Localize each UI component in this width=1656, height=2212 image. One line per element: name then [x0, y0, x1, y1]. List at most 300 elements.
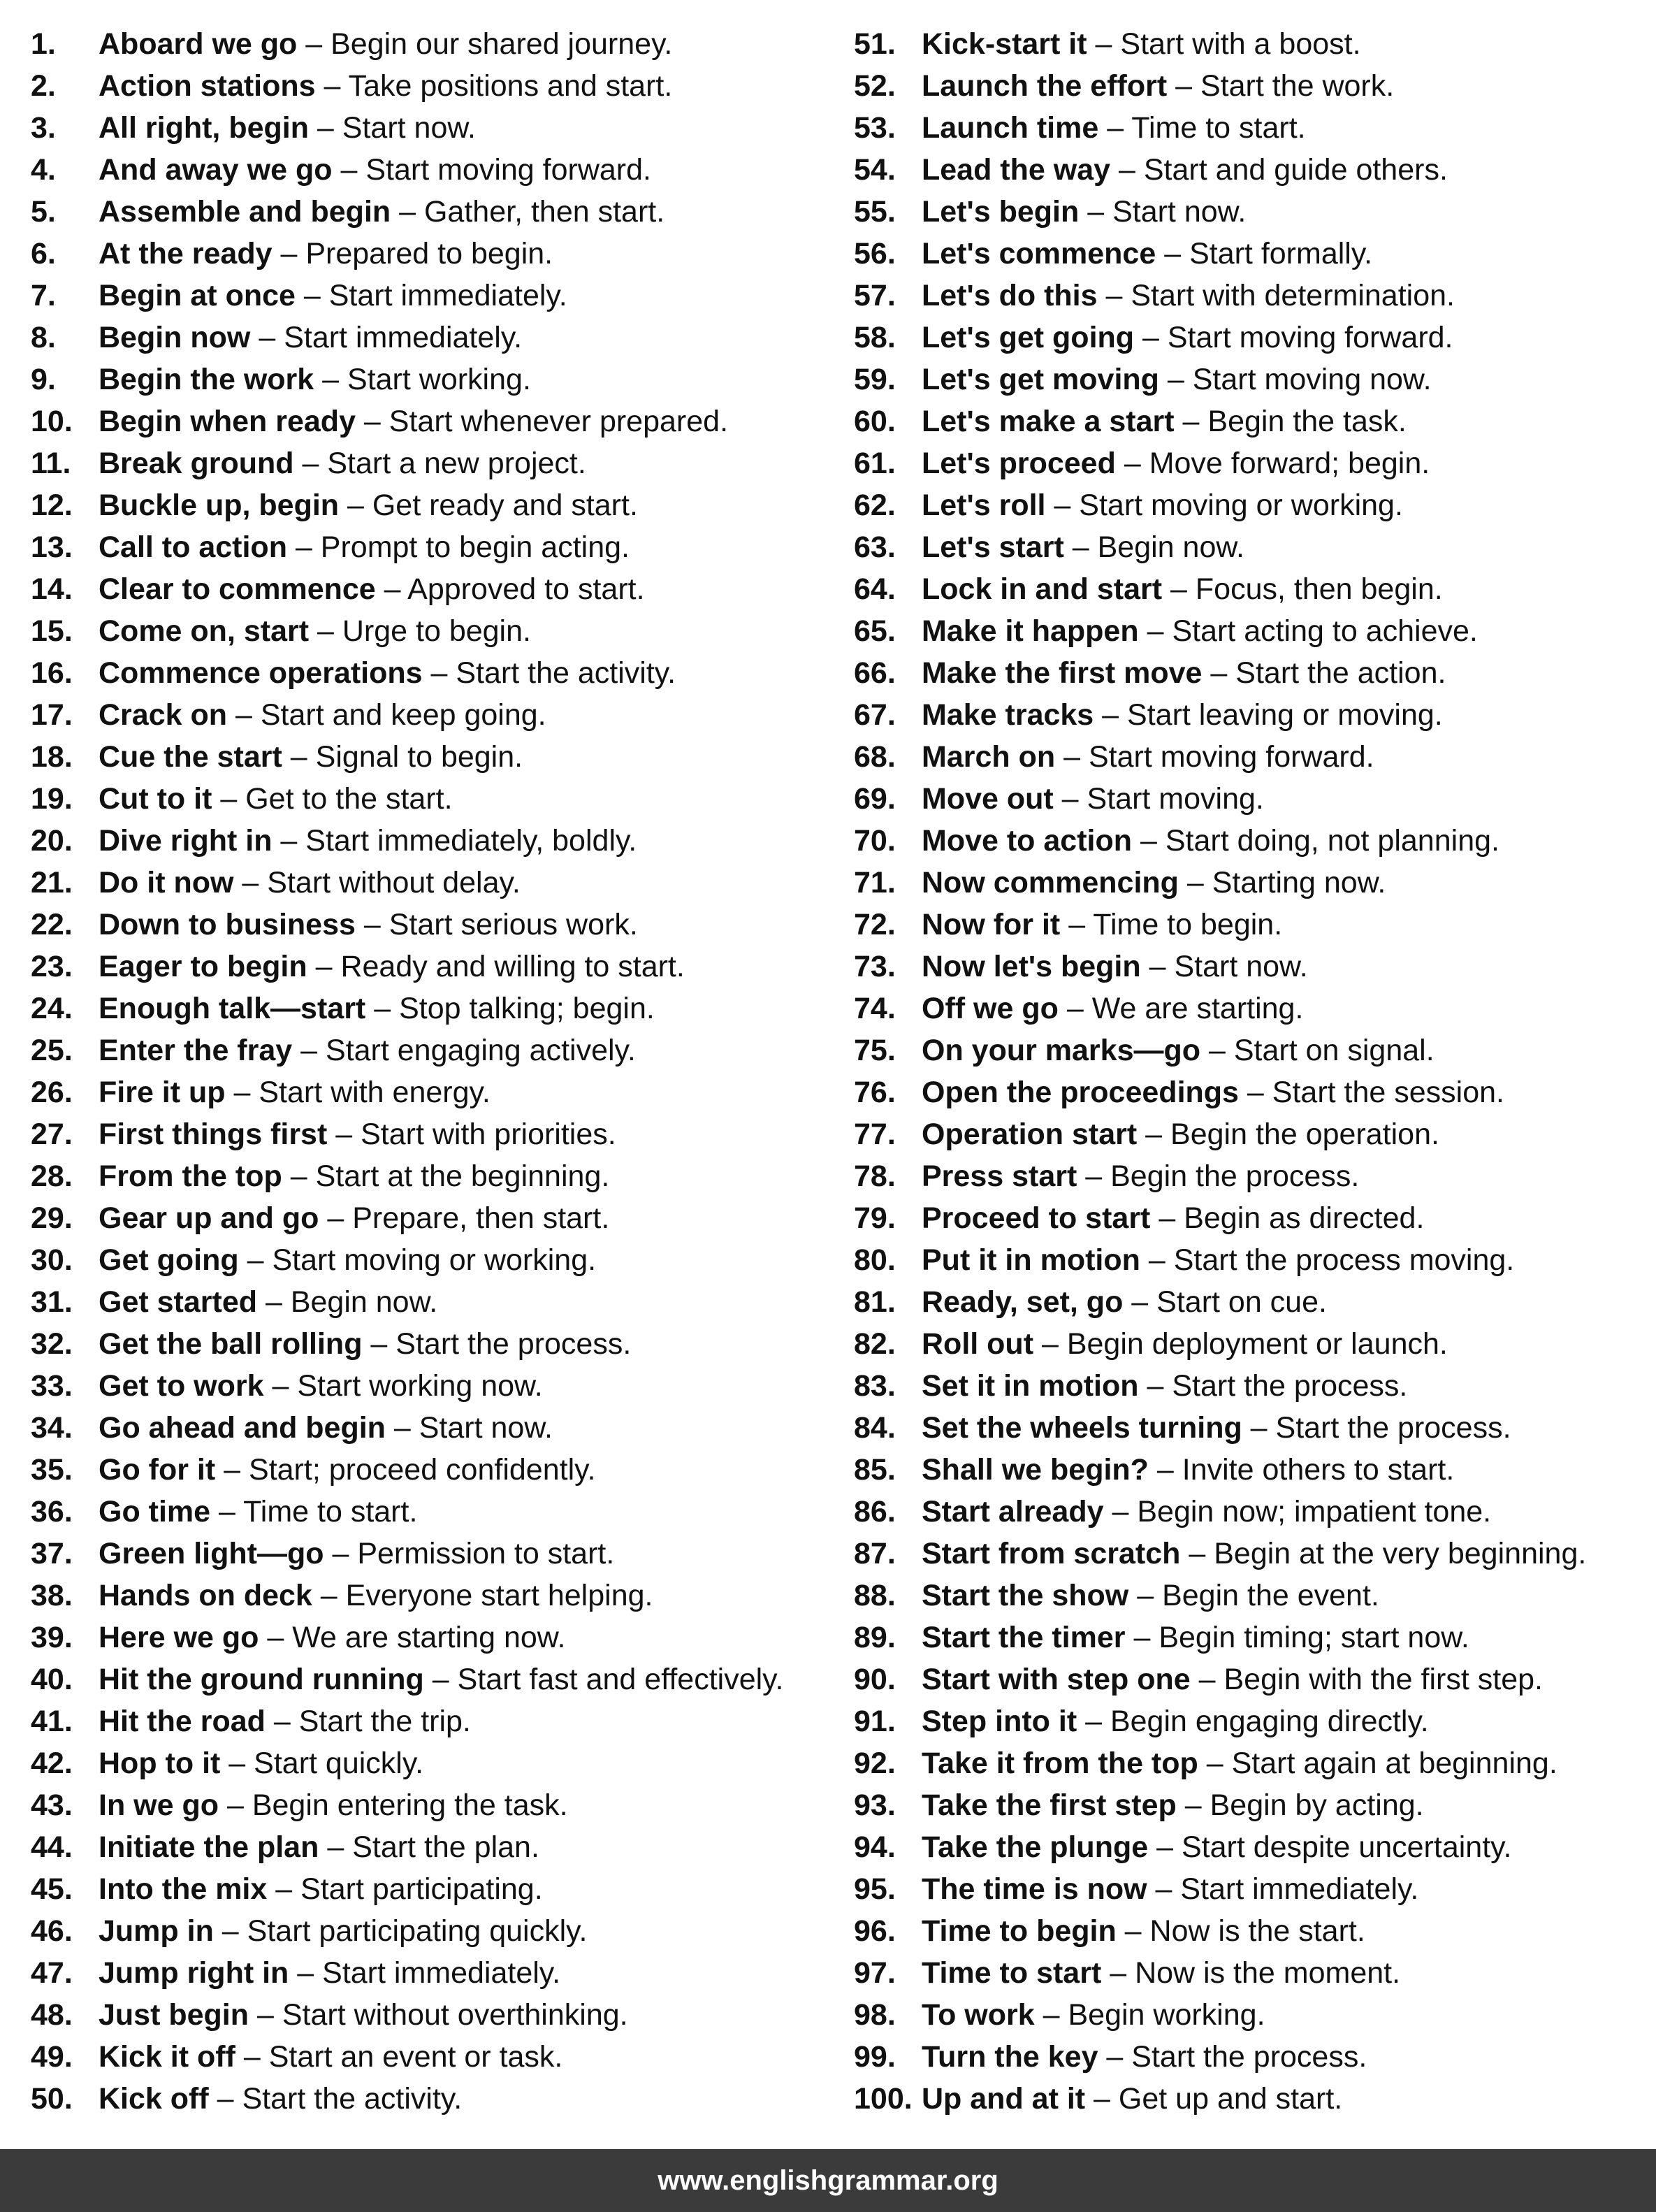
item-number: 18. — [31, 740, 73, 774]
item-text — [99, 1197, 609, 1239]
item-phrase: Roll out — [922, 1327, 1034, 1361]
item-phrase: Call to action — [99, 530, 287, 564]
item-number: 46. — [31, 1914, 73, 1948]
item-phrase: Now for it — [922, 908, 1061, 941]
item-text — [922, 1407, 1511, 1449]
item-meaning: Start moving forward. — [365, 153, 651, 187]
item-number: 75. — [854, 1034, 896, 1067]
item-meaning: Start the trip. — [298, 1705, 471, 1738]
item-meaning: Start formally. — [1189, 237, 1373, 270]
item-phrase: Step into it — [922, 1705, 1077, 1738]
item-text — [922, 1700, 1429, 1742]
item-text — [99, 988, 655, 1029]
item-text — [922, 1868, 1418, 1910]
item-phrase: Go time — [99, 1495, 211, 1528]
item-number: 65. — [854, 614, 896, 648]
item-meaning: Time to start. — [243, 1495, 418, 1528]
item-text — [99, 275, 567, 317]
item-phrase: Put it in motion — [922, 1243, 1140, 1277]
item-meaning: Start the process. — [1275, 1411, 1511, 1445]
item-dash: – — [1123, 1285, 1157, 1319]
item-dash: – — [1198, 1747, 1232, 1780]
item-dash: – — [267, 1872, 301, 1906]
item-dash: – — [1238, 1076, 1272, 1109]
item-meaning: Start serious work. — [388, 908, 638, 941]
item-phrase: Eager to begin — [99, 950, 307, 983]
item-dash: – — [213, 1914, 247, 1948]
item-phrase: Fire it up — [99, 1076, 226, 1109]
item-meaning: Start the session. — [1272, 1076, 1505, 1109]
item-text — [99, 1029, 636, 1071]
item-meaning: Start moving now. — [1192, 363, 1432, 396]
item-text — [922, 820, 1499, 862]
item-meaning: Start working. — [347, 363, 531, 396]
item-number: 30. — [31, 1243, 73, 1277]
item-dash: – — [297, 27, 331, 61]
item-dash: – — [1180, 1537, 1214, 1570]
item-number: 50. — [31, 2082, 73, 2116]
item-number: 54. — [854, 153, 896, 187]
item-number: 84. — [854, 1411, 896, 1445]
item-meaning: Start at the beginning. — [315, 1159, 610, 1193]
item-meaning: Start immediately. — [328, 279, 567, 312]
item-text — [99, 1239, 596, 1281]
item-number: 49. — [31, 2040, 73, 2074]
item-dash: – — [355, 405, 389, 438]
item-meaning: Start now. — [342, 111, 477, 145]
item-phrase: Come on, start — [99, 614, 310, 648]
item-dash: – — [282, 1159, 316, 1193]
item-number: 20. — [31, 824, 73, 858]
item-text — [922, 317, 1453, 359]
item-phrase: Take the plunge — [922, 1830, 1149, 1864]
item-dash: – — [375, 572, 408, 606]
item-number: 73. — [854, 950, 896, 983]
item-meaning: Begin now; impatient tone. — [1137, 1495, 1492, 1528]
item-dash: – — [1116, 1914, 1150, 1948]
item-meaning: Time to start. — [1131, 111, 1306, 145]
item-phrase: From the top — [99, 1159, 282, 1193]
item-dash: – — [1138, 614, 1172, 648]
item-number: 17. — [31, 698, 73, 732]
item-text — [922, 568, 1443, 610]
item-dash: – — [233, 866, 268, 899]
item-meaning: Start despite uncertainty. — [1181, 1830, 1512, 1864]
item-dash: – — [307, 950, 341, 983]
item-text — [922, 442, 1430, 484]
item-meaning: Start working now. — [297, 1369, 543, 1403]
item-phrase: To work — [922, 1998, 1035, 2032]
item-phrase: Let's roll — [922, 489, 1046, 522]
item-text — [99, 1742, 423, 1784]
item-meaning: Start immediately. — [322, 1956, 561, 1990]
item-text — [922, 1197, 1424, 1239]
item-text — [99, 736, 523, 778]
item-phrase: Shall we begin? — [922, 1453, 1149, 1487]
item-text — [922, 988, 1303, 1029]
item-text — [922, 1784, 1424, 1826]
item-number: 55. — [854, 195, 896, 229]
item-dash: – — [314, 363, 348, 396]
item-meaning: Everyone start helping. — [345, 1579, 653, 1612]
item-phrase: Set it in motion — [922, 1369, 1139, 1403]
item-text — [99, 1407, 553, 1449]
item-number: 71. — [854, 866, 896, 899]
item-phrase: Let's proceed — [922, 447, 1116, 480]
item-number: 26. — [31, 1076, 73, 1109]
item-meaning: Stop talking; begin. — [399, 992, 655, 1025]
item-phrase: Proceed to start — [922, 1201, 1151, 1235]
item-phrase: Let's start — [922, 530, 1064, 564]
item-number: 77. — [854, 1118, 896, 1151]
item-dash: – — [1162, 572, 1196, 606]
item-meaning: Begin the event. — [1162, 1579, 1379, 1612]
item-dash: – — [1053, 782, 1087, 816]
item-number: 3. — [31, 111, 56, 145]
item-dash: – — [1147, 1872, 1181, 1906]
item-number: 13. — [31, 530, 73, 564]
item-text — [99, 652, 676, 694]
item-meaning: Focus, then begin. — [1195, 572, 1443, 606]
item-text — [922, 359, 1432, 400]
item-phrase: Begin now — [99, 321, 251, 354]
item-meaning: Start a new project. — [327, 447, 586, 480]
item-number: 33. — [31, 1369, 73, 1403]
item-number: 32. — [31, 1327, 73, 1361]
item-dash: – — [1110, 153, 1144, 187]
item-dash: – — [1087, 27, 1121, 61]
item-dash: – — [1148, 1453, 1182, 1487]
item-number: 58. — [854, 321, 896, 354]
item-text — [99, 1952, 560, 1994]
item-dash: – — [422, 656, 456, 690]
item-meaning: Start whenever prepared. — [388, 405, 729, 438]
item-text — [922, 1029, 1435, 1071]
item-dash: – — [339, 489, 372, 522]
item-text — [922, 1491, 1491, 1533]
item-dash: – — [1140, 950, 1175, 983]
item-number: 60. — [854, 405, 896, 438]
item-number: 10. — [31, 405, 73, 438]
item-meaning: Start moving or working. — [272, 1243, 597, 1277]
item-phrase: Begin the work — [99, 363, 314, 396]
item-text — [922, 1155, 1359, 1197]
item-number: 40. — [31, 1663, 73, 1696]
item-number: 87. — [854, 1537, 896, 1570]
item-meaning: Start immediately. — [1180, 1872, 1419, 1906]
item-text — [922, 1910, 1365, 1952]
item-number: 28. — [31, 1159, 73, 1193]
item-phrase: Off we go — [922, 992, 1059, 1025]
item-number: 67. — [854, 698, 896, 732]
item-number: 93. — [854, 1788, 896, 1822]
item-text — [99, 359, 531, 400]
item-number: 8. — [31, 321, 56, 354]
item-meaning: Begin engaging directly. — [1110, 1705, 1429, 1738]
item-number: 1. — [31, 27, 56, 61]
item-phrase: Go for it — [99, 1453, 216, 1487]
item-phrase: Green light—go — [99, 1537, 324, 1570]
item-meaning: Begin the process. — [1110, 1159, 1360, 1193]
item-dash: – — [286, 530, 321, 564]
item-meaning: Start with priorities. — [361, 1118, 616, 1151]
item-meaning: Start fast and effectively. — [457, 1663, 784, 1696]
item-meaning: Move forward; begin. — [1149, 447, 1430, 480]
item-phrase: Enter the fray — [99, 1034, 293, 1067]
item-phrase: First things first — [99, 1118, 328, 1151]
item-dash: – — [249, 1998, 282, 2032]
item-dash: – — [1134, 321, 1168, 354]
item-meaning: Start the process. — [1131, 2040, 1367, 2074]
item-number: 68. — [854, 740, 896, 774]
item-text — [922, 1826, 1511, 1868]
item-meaning: Start now. — [1112, 195, 1247, 229]
item-number: 69. — [854, 782, 896, 816]
item-phrase: Hands on deck — [99, 1579, 312, 1612]
item-number: 97. — [854, 1956, 896, 1990]
item-phrase: Action stations — [99, 69, 316, 103]
item-text — [922, 946, 1308, 988]
item-dash: – — [1174, 405, 1208, 438]
item-dash: – — [1063, 530, 1098, 564]
item-text — [922, 107, 1306, 149]
item-dash: – — [257, 1285, 291, 1319]
item-text — [922, 862, 1386, 904]
item-dash: – — [1138, 1369, 1172, 1403]
item-text — [99, 1323, 631, 1365]
item-phrase: Enough talk—start — [99, 992, 366, 1025]
item-dash: – — [259, 1621, 293, 1654]
item-meaning: Begin our shared journey. — [331, 27, 673, 61]
item-meaning: Permission to start. — [357, 1537, 615, 1570]
item-phrase: Let's begin — [922, 195, 1080, 229]
item-meaning: Begin now. — [290, 1285, 438, 1319]
item-phrase: Start already — [922, 1495, 1104, 1528]
item-text — [922, 1071, 1504, 1113]
item-meaning: Start the plan. — [352, 1830, 539, 1864]
item-dash: – — [210, 1495, 244, 1528]
item-phrase: Jump right in — [99, 1956, 289, 1990]
item-phrase: Go ahead and begin — [99, 1411, 386, 1445]
item-number: 61. — [854, 447, 896, 480]
item-text — [99, 820, 637, 862]
item-text — [99, 526, 630, 568]
item-dash: – — [309, 614, 342, 648]
footer-website-url[interactable]: www.englishgrammar.org — [658, 2165, 998, 2196]
item-dash: – — [1085, 2082, 1119, 2116]
item-meaning: Start the process. — [395, 1327, 632, 1361]
item-meaning: Start again at beginning. — [1231, 1747, 1557, 1780]
item-number: 45. — [31, 1872, 73, 1906]
item-number: 42. — [31, 1747, 73, 1780]
item-meaning: Start the activity. — [242, 2082, 463, 2116]
item-dash: – — [1098, 2040, 1132, 2074]
item-meaning: Start the activity. — [456, 656, 676, 690]
item-phrase: Get the ball rolling — [99, 1327, 363, 1361]
item-text — [99, 1994, 628, 2036]
item-number: 36. — [31, 1495, 73, 1528]
item-text — [922, 1617, 1469, 1658]
item-phrase: Aboard we go — [99, 27, 298, 61]
item-phrase: March on — [922, 740, 1056, 774]
item-meaning: Start with a boost. — [1120, 27, 1361, 61]
item-number: 37. — [31, 1537, 73, 1570]
item-phrase: Assemble and begin — [99, 195, 391, 229]
item-text — [922, 652, 1446, 694]
item-phrase: Kick it off — [99, 2040, 235, 2074]
item-phrase: Commence operations — [99, 656, 423, 690]
item-dash: – — [355, 908, 389, 941]
item-text — [922, 65, 1394, 107]
item-phrase: Jump in — [99, 1914, 214, 1948]
item-dash: – — [250, 321, 284, 354]
item-meaning: Begin working. — [1068, 1998, 1265, 2032]
item-text — [99, 400, 728, 442]
item-meaning: Start immediately, boldly. — [305, 824, 637, 858]
item-dash: – — [319, 1201, 353, 1235]
item-dash: – — [293, 447, 328, 480]
item-phrase: Get started — [99, 1285, 258, 1319]
item-phrase: Down to business — [99, 908, 356, 941]
item-phrase: Up and at it — [922, 2082, 1086, 2116]
item-meaning: Begin at the very beginning. — [1214, 1537, 1587, 1570]
item-number: 82. — [854, 1327, 896, 1361]
item-meaning: Start the process moving. — [1173, 1243, 1515, 1277]
item-phrase: Press start — [922, 1159, 1077, 1193]
item-dash: – — [308, 111, 342, 145]
item-phrase: Start with step one — [922, 1663, 1191, 1696]
item-number: 44. — [31, 1830, 73, 1864]
item-dash: – — [235, 2040, 269, 2074]
item-number: 94. — [854, 1830, 896, 1864]
item-meaning: Start an event or task. — [268, 2040, 563, 2074]
item-phrase: All right, begin — [99, 111, 309, 145]
item-text — [922, 484, 1403, 526]
item-phrase: In we go — [99, 1788, 219, 1822]
item-meaning: Start; proceed confidently. — [249, 1453, 596, 1487]
item-number: 48. — [31, 1998, 73, 2032]
item-number: 72. — [854, 908, 896, 941]
item-number: 19. — [31, 782, 73, 816]
item-number: 70. — [854, 824, 896, 858]
item-number: 2. — [31, 69, 56, 103]
item-phrase: Here we go — [99, 1621, 259, 1654]
item-number: 80. — [854, 1243, 896, 1277]
item-number: 86. — [854, 1495, 896, 1528]
item-dash: – — [1242, 1411, 1276, 1445]
item-text — [99, 1281, 437, 1323]
item-number: 74. — [854, 992, 896, 1025]
item-text — [99, 1658, 783, 1700]
item-text — [922, 1994, 1265, 2036]
item-meaning: Begin as directed. — [1184, 1201, 1425, 1235]
item-text — [99, 1826, 539, 1868]
item-text — [922, 191, 1246, 233]
item-number: 92. — [854, 1747, 896, 1780]
item-dash: – — [215, 1453, 249, 1487]
item-dash: – — [1128, 1579, 1163, 1612]
item-meaning: Gather, then start. — [423, 195, 665, 229]
item-phrase: Set the wheels turning — [922, 1411, 1242, 1445]
item-phrase: Now let's begin — [922, 950, 1141, 983]
item-phrase: Get to work — [99, 1369, 264, 1403]
item-phrase: Gear up and go — [99, 1201, 319, 1235]
item-text — [922, 778, 1264, 820]
item-dash: – — [1132, 824, 1165, 858]
item-text — [99, 233, 553, 275]
item-phrase: Hit the ground running — [99, 1663, 424, 1696]
item-meaning: Now is the moment. — [1135, 1956, 1401, 1990]
item-phrase: Lock in and start — [922, 572, 1163, 606]
item-text — [99, 1449, 595, 1491]
item-meaning: Start moving forward. — [1088, 740, 1374, 774]
item-meaning: Start and guide others. — [1143, 153, 1448, 187]
item-text — [99, 778, 453, 820]
item-dash: – — [265, 1705, 299, 1738]
item-number: 62. — [854, 489, 896, 522]
item-dash: – — [219, 1788, 252, 1822]
item-phrase: Get going — [99, 1243, 239, 1277]
item-dash: – — [1150, 1201, 1184, 1235]
item-meaning: Begin now. — [1097, 530, 1244, 564]
item-text — [99, 568, 645, 610]
item-number: 64. — [854, 572, 896, 606]
item-number: 29. — [31, 1201, 73, 1235]
item-dash: – — [391, 195, 424, 229]
item-dash: – — [1103, 1495, 1138, 1528]
item-dash: – — [365, 992, 400, 1025]
item-phrase: Begin at once — [99, 279, 296, 312]
item-meaning: Begin the task. — [1207, 405, 1407, 438]
item-phrase: Time to start — [922, 1956, 1102, 1990]
item-meaning: Start moving forward. — [1167, 321, 1453, 354]
item-text — [99, 2036, 562, 2078]
item-text — [99, 1533, 614, 1575]
item-number: 53. — [854, 111, 896, 145]
item-meaning: Start doing, not planning. — [1165, 824, 1499, 858]
item-number: 34. — [31, 1411, 73, 1445]
item-text — [922, 275, 1455, 317]
item-phrase: Now commencing — [922, 866, 1179, 899]
item-text — [922, 526, 1244, 568]
item-text — [99, 23, 672, 65]
item-meaning: Start on signal. — [1233, 1034, 1435, 1067]
item-number: 22. — [31, 908, 73, 941]
item-dash: – — [1176, 1788, 1210, 1822]
item-meaning: Ready and willing to start. — [340, 950, 685, 983]
item-text — [922, 1281, 1327, 1323]
item-dash: – — [220, 1747, 254, 1780]
item-text — [99, 1113, 616, 1155]
item-phrase: Kick off — [99, 2082, 209, 2116]
item-meaning: Start and keep going. — [260, 698, 546, 732]
item-dash: – — [324, 1537, 358, 1570]
item-meaning: Time to begin. — [1093, 908, 1283, 941]
item-meaning: Take positions and start. — [348, 69, 673, 103]
item-number: 56. — [854, 237, 896, 270]
item-number: 43. — [31, 1788, 73, 1822]
item-meaning: Start moving or working. — [1079, 489, 1403, 522]
item-number: 95. — [854, 1872, 896, 1906]
item-dash: – — [362, 1327, 396, 1361]
item-phrase: Do it now — [99, 866, 234, 899]
item-meaning: We are starting. — [1091, 992, 1304, 1025]
item-phrase: Lead the way — [922, 153, 1111, 187]
item-dash: – — [272, 237, 306, 270]
item-text — [99, 610, 531, 652]
item-dash: – — [208, 2082, 242, 2116]
item-phrase: Launch the effort — [922, 69, 1168, 103]
